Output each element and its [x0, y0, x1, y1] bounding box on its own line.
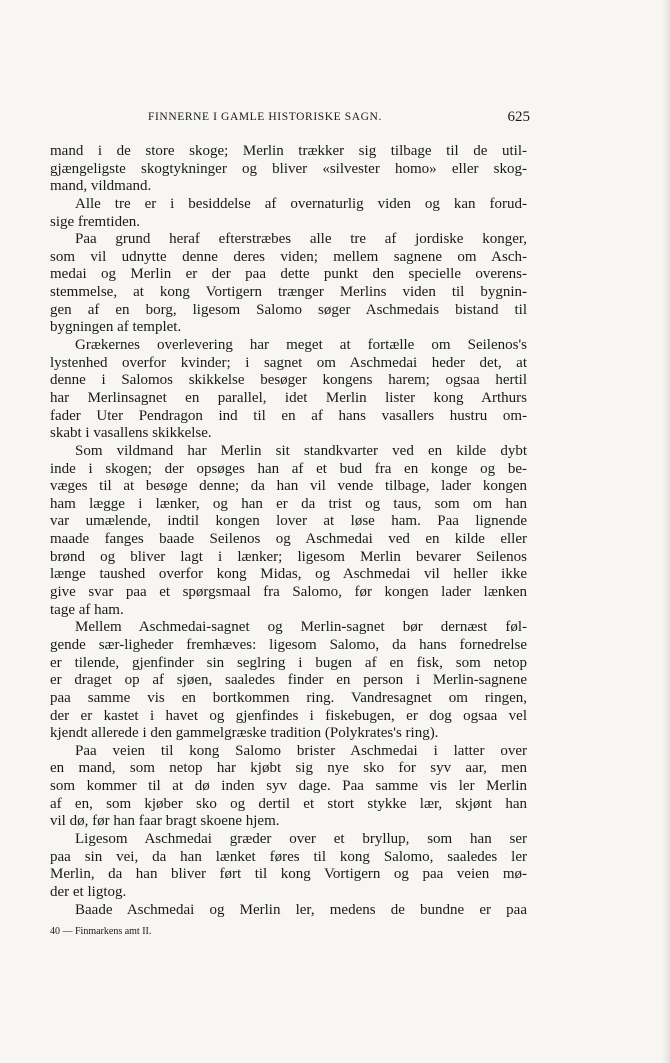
running-head [148, 109, 530, 129]
page-edge-shadow [662, 0, 670, 1063]
text-line: Mellem Aschmedai-sagnet og Merlin-sagnet bør dernæst føl- [75, 619, 527, 636]
text-line: Baade Aschmedai og Merlin ler, medens de bundne er paa [75, 901, 527, 918]
text-line: der et ligtog. [50, 883, 127, 900]
text-line: medai og Merlin er der paa dette punkt den specielle overens- [50, 266, 527, 283]
body-text [50, 143, 527, 919]
text-line: mand i de store skoge; Merlin trækker sig tilbage til de util- [50, 143, 527, 159]
text-line: maade fanges baade Seilenos og Aschmedai ved en kilde eller [50, 531, 527, 548]
text-line: gende sær-ligheder fremhæves: ligesom Salomo, da hans fornedrelse [50, 636, 527, 653]
text-line: som kommer til at dø inden syv dage. Paa samme vis ler Merlin [50, 778, 527, 795]
text-line: give svar paa et spørgsmaal fra Salomo, før kongen lader lænken [50, 584, 527, 601]
text-line: af en, som kjøber sko og dertil et stort stykke lær, skjønt han [50, 795, 527, 812]
text-line: sige fremtiden. [50, 213, 140, 230]
text-line: mand, vildmand. [50, 178, 152, 195]
text-line: Paa veien til kong Salomo brister Aschmedai i latter over [75, 742, 527, 759]
text-line: gjængeligste skogtykninger og bliver «silvester homo» eller skog- [50, 160, 527, 177]
text-line: paa sin vei, da han lænket føres til kong Salomo, saaledes ler [50, 848, 527, 865]
text-line: Merlin, da han bliver ført til kong Vortigern og paa veien mø- [50, 866, 527, 883]
text-line: en mand, som netop har kjøbt sig nye sko for syv aar, men [50, 760, 527, 777]
text-line: inde i skogen; der opsøges han af et bud fra en konge og be- [50, 460, 527, 477]
text-line: længe taushed overfor kong Midas, og Aschmedai vil heller ikke [50, 566, 527, 583]
text-line: Alle tre er i besiddelse af overnaturlig viden og kan forud- [75, 195, 527, 212]
text-line: var umælende, indtil kongen lover at løse ham. Paa lignende [50, 513, 527, 530]
text-line: brønd og bliver lagt i lænker; ligesom Merlin bevarer Seilenos [50, 548, 527, 565]
text-line: Ligesom Aschmedai græder over et bryllup, som han ser [75, 830, 527, 847]
text-line: Som vildmand har Merlin sit standkvarter ved en kilde dybt [75, 442, 527, 459]
text-line: bygningen af templet. [50, 319, 182, 336]
text-line: som vil udnytte denne deres viden; mellem sagnene om Asch- [50, 248, 527, 265]
text-line: lystenhed overfor kvinder; i sagnet om Aschmedai heder det, at [50, 354, 527, 371]
text-line: skabt i vasallens skikkelse. [50, 425, 212, 442]
text-line: der er kastet i havet og gjenfindes i fiskebugen, er dog ogsaa vel [50, 707, 527, 724]
text-line: tage af ham. [50, 601, 124, 618]
text-line: vil dø, før han faar bragt skoene hjem. [50, 813, 280, 830]
text-line: Grækernes overlevering har meget at fortælle om Seilenos's [75, 337, 527, 354]
signature-footer: 40 — Finmarkens amt II. [50, 926, 152, 937]
text-line: denne i Salomos skikkelse besøger kongens harem; ogsaa hertil [50, 372, 527, 389]
text-line: væges til at besøge denne; da han vil vende tilbage, lader kongen [50, 478, 527, 495]
page-number: 625 [507, 109, 530, 125]
text-line: stemmelse, at kong Vortigern trænger Merlins viden til bygnin- [50, 284, 527, 301]
text-line: er draget op af sjøen, saaledes finder en person i Merlin-sagnene [50, 672, 527, 689]
text-line: fader Uter Pendragon ind til en af hans vasallers hustru om- [50, 407, 527, 424]
text-line: paa samme vis en bortkommen ring. Vandresagnet om ringen, [50, 689, 527, 706]
running-title: FINNERNE I GAMLE HISTORISKE SAGN. [148, 111, 382, 123]
text-line: har Merlinsagnet en parallel, idet Merlin lister kong Arthurs [50, 389, 527, 406]
text-line: kjendt allerede i den gammelgræske tradition (Polykrates's ring). [50, 725, 439, 742]
text-line: Paa grund heraf efterstræbes alle tre af jordiske konger, [75, 231, 527, 248]
text-line: er tilende, gjenfinder sin seglring i bugen af en fisk, som netop [50, 654, 527, 671]
text-line: ham lægge i lænker, og han er da trist og taus, som om han [50, 495, 527, 512]
text-line: gen af en borg, ligesom Salomo søger Aschmedais bistand til [50, 301, 527, 318]
